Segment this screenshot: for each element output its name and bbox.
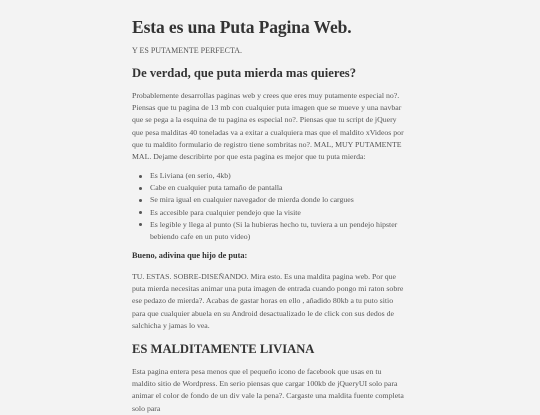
list-item: Cabe en cualquier puta tamaño de pantalla	[150, 182, 410, 194]
bullet-icon	[139, 211, 142, 214]
features-list	[132, 170, 410, 243]
subheading-adivina: Bueno, adivina que hijo de puta:	[132, 251, 248, 260]
bullet-icon	[139, 175, 142, 178]
site-title: Esta es una Puta Pagina Web.	[132, 17, 352, 37]
list-item: Se mira igual en cualquier navegador de mierda donde lo cargues	[150, 194, 410, 206]
bullet-icon	[139, 199, 142, 202]
list-item: Es Liviana (en serio, 4kb)	[150, 170, 410, 182]
list-item: Es legible y llega al punto (Si la hubieras hecho tu, tuviera a un pendejo hipster bebiendo cafe en un puto video)	[150, 219, 410, 243]
list-item: Es accesible para cualquier pendejo que la visite	[150, 207, 410, 219]
section-heading-quieres: De verdad, que puta mierda mas quieres?	[132, 66, 357, 80]
bullet-icon	[139, 187, 142, 190]
site-tagline: Y ES PUTAMENTE PERFECTA.	[132, 46, 242, 55]
overdesign-paragraph: TU. ESTAS. SOBRE-DISEÑANDO. Mira esto. Es una maldita pagina web. Por que puta mierda necesitas animar una puta imagen de entrada cuando pongo mi raton sobre ese pedazo de mierda?. Acabas de gastar horas en ello , añadido 80kb a tu puto sitio para que cualquier abuela en su Android desactualizado le de click con sus dedos de salchicha y jamas lo vea.	[132, 272, 404, 330]
lightweight-paragraph: Esta pagina entera pesa menos que el pequeño icono de facebook que usas en tu maldito sitio de Wordpress. En serio piensas que cargar 100kb de jQueryUI solo para animar el color de fondo de un div vale la pena?. Cargaste una maldita fuente completa solo para	[132, 367, 404, 413]
intro-paragraph: Probablemente desarrollas paginas web y crees que eres muy putamente especial no?. Piensas que tu pagina de 13 mb con cualquier puta imagen que se mueve y una navbar que se pega a la esquina de tu pagina es especial no?. Piensas que tu script de jQuery que pesa malditas 40 toneladas va a exitar a cualquiera mas que el maldito xVideos por que tu maldito formulario de registro tiene sombritas no?. MAL, MUY PUTAMENTE MAL. Dejame describirte por que esta pagina es mejor que tu puta mierda:	[132, 91, 404, 162]
section-heading-liviana: ES MALDITAMENTE LIVIANA	[132, 342, 315, 356]
bullet-icon	[139, 223, 142, 226]
